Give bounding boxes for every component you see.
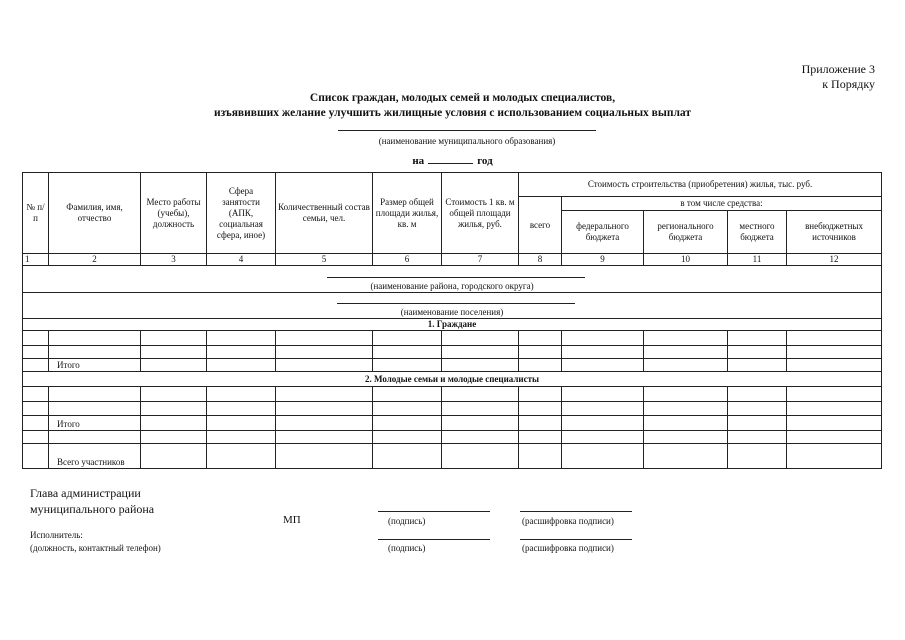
table-cell <box>49 431 141 444</box>
table-cell <box>276 416 373 431</box>
table-cell <box>562 431 644 444</box>
header-family: Количественный состав семьи, чел. <box>276 173 373 254</box>
table-cell <box>728 346 787 359</box>
year-prefix: на <box>412 155 425 167</box>
table-cell <box>141 402 207 416</box>
section2-header: 2. Молодые семьи и молодые специалисты <box>23 372 882 387</box>
table-cell <box>442 331 519 346</box>
column-number: 7 <box>442 254 519 266</box>
table-cell <box>644 416 728 431</box>
table-cell <box>276 359 373 372</box>
table-cell <box>141 416 207 431</box>
decode-caption-2: (расшифровка подписи) <box>522 543 614 553</box>
table-cell <box>728 402 787 416</box>
header-federal: федерального бюджета <box>562 211 644 254</box>
district-caption: (наименование района, городского округа) <box>370 281 534 291</box>
table-cell <box>207 346 276 359</box>
table-cell <box>644 431 728 444</box>
table-cell <box>787 387 882 402</box>
executor-details: (должность, контактный телефон) <box>30 543 161 553</box>
table-cell <box>442 387 519 402</box>
table-cell <box>562 346 644 359</box>
appendix-line2: к Порядку <box>822 77 875 91</box>
table-cell <box>644 346 728 359</box>
table-cell <box>373 431 442 444</box>
signature-line-1 <box>378 511 490 512</box>
table-cell <box>49 387 141 402</box>
table-cell <box>276 402 373 416</box>
table-cell <box>207 431 276 444</box>
table-cell <box>207 359 276 372</box>
municipality-caption: (наименование муниципального образования) <box>378 136 556 146</box>
table-cell <box>562 416 644 431</box>
column-number: 9 <box>562 254 644 266</box>
table-cell <box>519 444 562 469</box>
header-including: в том числе средства: <box>562 197 882 211</box>
table-cell <box>276 331 373 346</box>
document-title <box>0 91 905 121</box>
table-row <box>23 402 882 416</box>
year-blank <box>428 163 473 164</box>
table-row <box>23 431 882 444</box>
head-title <box>30 485 154 517</box>
table-cell <box>23 431 49 444</box>
column-number: 1 <box>23 254 49 266</box>
table-cell <box>519 416 562 431</box>
table-cell <box>644 387 728 402</box>
table-cell <box>23 331 49 346</box>
appendix-line1: Приложение 3 <box>801 62 875 76</box>
column-numbers-row <box>23 254 882 266</box>
year-suffix: год <box>477 155 493 167</box>
header-local: местного бюджета <box>728 211 787 254</box>
head-line2: муниципального района <box>30 502 155 516</box>
row-label: Итого <box>49 416 141 431</box>
table-cell <box>373 402 442 416</box>
table-cell <box>49 402 141 416</box>
table-cell <box>373 416 442 431</box>
header-sphere: Сфера занятости (АПК, социальная сфера, иное) <box>207 173 276 254</box>
header-total: всего <box>519 197 562 254</box>
table-cell <box>49 331 141 346</box>
grand-total-row <box>23 444 882 469</box>
table-cell <box>141 387 207 402</box>
table-cell <box>373 359 442 372</box>
table-cell <box>787 431 882 444</box>
table-cell <box>787 402 882 416</box>
column-number: 11 <box>728 254 787 266</box>
table-cell <box>728 387 787 402</box>
column-number: 4 <box>207 254 276 266</box>
table-cell <box>276 444 373 469</box>
table-cell <box>519 331 562 346</box>
table-cell <box>644 331 728 346</box>
decode-caption-1: (расшифровка подписи) <box>522 516 614 526</box>
table-cell <box>373 346 442 359</box>
table-cell <box>442 346 519 359</box>
header-regional: регионального бюджета <box>644 211 728 254</box>
table-cell <box>373 444 442 469</box>
settlement-row <box>23 293 882 319</box>
table-cell <box>276 431 373 444</box>
table-row <box>23 331 882 346</box>
subtotal-row-1 <box>23 359 882 372</box>
table-cell <box>519 431 562 444</box>
appendix-label <box>802 62 875 92</box>
table-cell <box>23 416 49 431</box>
table-cell <box>276 387 373 402</box>
table-cell <box>442 402 519 416</box>
column-number: 5 <box>276 254 373 266</box>
table-cell <box>23 346 49 359</box>
table-cell <box>562 331 644 346</box>
table-cell <box>787 444 882 469</box>
table-cell <box>787 359 882 372</box>
column-number: 3 <box>141 254 207 266</box>
signature-line-2 <box>378 539 490 540</box>
row-label: Всего участников <box>49 444 141 469</box>
stamp-label: МП <box>283 514 301 526</box>
participants-table <box>22 172 882 469</box>
table-cell <box>141 331 207 346</box>
header-cost: Стоимость строительства (приобретения) жилья, тыс. руб. <box>519 173 882 197</box>
table-cell <box>49 346 141 359</box>
header-price: Стоимость 1 кв. м общей площади жилья, руб. <box>442 173 519 254</box>
table-cell <box>141 431 207 444</box>
settlement-caption: (наименование поселения) <box>400 307 504 317</box>
row-label: Итого <box>49 359 141 372</box>
table-cell <box>442 359 519 372</box>
executor-label: Исполнитель: <box>30 530 83 540</box>
table-cell <box>207 444 276 469</box>
section1-header: 1. Граждане <box>23 319 882 331</box>
table-row <box>23 346 882 359</box>
table-cell <box>442 444 519 469</box>
table-cell <box>728 444 787 469</box>
header-num: № п/п <box>23 173 49 254</box>
table-cell <box>519 346 562 359</box>
table-cell <box>787 331 882 346</box>
table-cell <box>644 359 728 372</box>
table-cell <box>562 402 644 416</box>
column-number: 10 <box>644 254 728 266</box>
header-name: Фамилия, имя, отчество <box>49 173 141 254</box>
table-cell <box>207 331 276 346</box>
table-cell <box>519 387 562 402</box>
table-cell <box>562 444 644 469</box>
table-cell <box>207 416 276 431</box>
table-cell <box>644 444 728 469</box>
column-number: 12 <box>787 254 882 266</box>
column-number: 2 <box>49 254 141 266</box>
table-cell <box>562 387 644 402</box>
table-cell <box>562 359 644 372</box>
table-cell <box>728 359 787 372</box>
table-cell <box>442 431 519 444</box>
table-cell <box>23 387 49 402</box>
table-cell <box>787 346 882 359</box>
decode-line-1 <box>520 511 632 512</box>
decode-line-2 <box>520 539 632 540</box>
table-cell <box>276 346 373 359</box>
table-cell <box>519 359 562 372</box>
municipality-line <box>338 130 596 131</box>
head-line1: Глава администрации <box>30 486 141 500</box>
column-number: 8 <box>519 254 562 266</box>
table-cell <box>207 387 276 402</box>
signature-caption-2: (подпись) <box>388 543 426 553</box>
table-cell <box>728 331 787 346</box>
year-line <box>0 155 905 167</box>
header-area: Размер общей площади жилья, кв. м <box>373 173 442 254</box>
table-cell <box>644 402 728 416</box>
table-row <box>23 387 882 402</box>
header-extra: внебюджетных источников <box>787 211 882 254</box>
table-cell <box>141 444 207 469</box>
district-row <box>23 266 882 293</box>
signature-caption-1: (подпись) <box>388 516 426 526</box>
table-cell <box>23 402 49 416</box>
title-line1: Список граждан, молодых семей и молодых специалистов, <box>309 92 616 104</box>
table-cell <box>373 387 442 402</box>
table-cell <box>787 416 882 431</box>
table-cell <box>373 331 442 346</box>
title-line2: изъявивших желание улучшить жилищные условия с использованием социальных выплат <box>213 107 692 119</box>
table-cell <box>728 431 787 444</box>
table-cell <box>141 359 207 372</box>
table-cell <box>141 346 207 359</box>
header-work: Место работы (учебы), должность <box>141 173 207 254</box>
table-cell <box>519 402 562 416</box>
table-cell <box>728 416 787 431</box>
column-number: 6 <box>373 254 442 266</box>
table-cell <box>23 359 49 372</box>
table-cell <box>207 402 276 416</box>
table-cell <box>442 416 519 431</box>
table-cell <box>23 444 49 469</box>
subtotal-row-2 <box>23 416 882 431</box>
